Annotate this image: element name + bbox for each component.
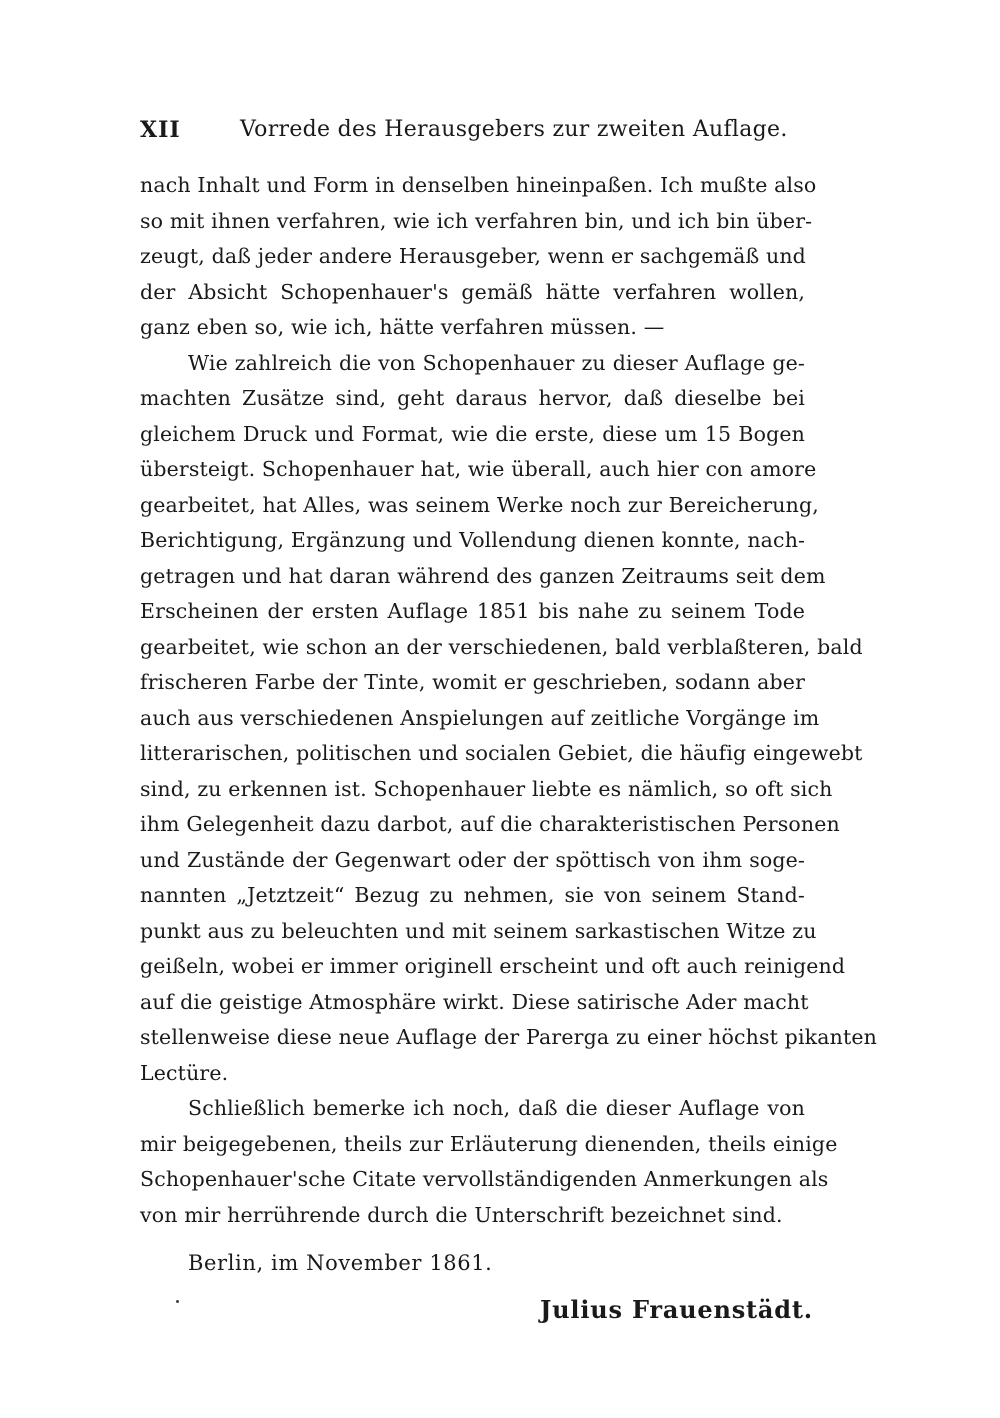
- text-line: auf die geistige Atmosphäre wirkt. Diese satirische Ader macht: [140, 989, 809, 1014]
- text-line: Wie zahlreich die von Schopenhauer zu dieser Auflage ge-: [188, 350, 805, 375]
- text-line: ihm Gelegenheit dazu darbot, auf die charakteristischen Personen: [140, 812, 840, 836]
- text-line: gearbeitet, wie schon an der verschiedenen, bald verblaßteren, bald: [140, 634, 863, 659]
- dateline: Berlin, im November 1861.: [188, 1251, 493, 1275]
- text-line: Lectüre.: [140, 1060, 229, 1085]
- ink-speck: [176, 1300, 179, 1303]
- text-line: Schopenhauer'sche Citate vervollständigenden Anmerkungen als: [140, 1167, 829, 1191]
- text-line: gearbeitet, hat Alles, was seinem Werke noch zur Bereicherung,: [140, 492, 819, 517]
- text-line: punkt aus zu beleuchten und mit seinem sarkastischen Witze zu: [140, 918, 817, 943]
- text-line: auch aus verschiedenen Anspielungen auf zeitliche Vorgänge im: [140, 705, 820, 730]
- text-line: getragen und hat daran während des ganzen Zeitraums seit dem: [140, 563, 826, 588]
- text-line: von mir herrührende durch die Unterschrift bezeichnet sind.: [140, 1202, 783, 1227]
- text-line: sind, zu erkennen ist. Schopenhauer liebte es nämlich, so oft sich: [140, 776, 833, 801]
- text-line: so mit ihnen verfahren, wie ich verfahren bin, und ich bin über-: [140, 208, 813, 233]
- text-line: Schließlich bemerke ich noch, daß die dieser Auflage von: [188, 1096, 805, 1120]
- text-line: litterarischen, politischen und socialen Gebiet, die häufig eingewebt: [140, 741, 863, 765]
- text-line: und Zustände der Gegenwart oder der spöttisch von ihm soge-: [140, 847, 805, 872]
- text-line: frischeren Farbe der Tinte, womit er geschrieben, sodann aber: [140, 670, 806, 694]
- text-line: zeugt, daß jeder andere Herausgeber, wenn er sachgemäß und: [140, 244, 806, 268]
- text-line: Erscheinen der ersten Auflage 1851 bis nahe zu seinem Tode: [140, 599, 805, 623]
- text-line: der Absicht Schopenhauer's gemäß hätte verfahren wollen,: [140, 279, 805, 304]
- text-line: geißeln, wobei er immer originell erscheint und oft auch reinigend: [140, 954, 846, 978]
- text-line: gleichem Druck und Format, wie die erste, diese um 15 Bogen: [140, 421, 805, 446]
- running-head-title: Vorrede des Herausgebers zur zweiten Auflage.: [240, 117, 788, 142]
- signature: Julius Frauenstädt.: [540, 1295, 813, 1324]
- text-line: nach Inhalt und Form in denselben hineinpaßen. Ich mußte also: [140, 173, 817, 197]
- text-line: machten Zusätze sind, geht daraus hervor, daß dieselbe bei: [140, 386, 805, 410]
- text-line: stellenweise diese neue Auflage der Parerga zu einer höchst pikanten: [140, 1025, 877, 1049]
- text-line: Berichtigung, Ergänzung und Vollendung dienen konnte, nach-: [140, 528, 806, 552]
- text-line: übersteigt. Schopenhauer hat, wie überall, auch hier con amore: [140, 457, 817, 481]
- text-line: ganz eben so, wie ich, hätte verfahren müssen. —: [140, 315, 665, 339]
- text-line: nannten „Jetztzeit“ Bezug zu nehmen, sie von seinem Stand-: [140, 883, 805, 907]
- text-line: mir beigegebenen, theils zur Erläuterung dienenden, theils einige: [140, 1131, 838, 1156]
- page-number: XII: [140, 117, 181, 143]
- running-head: [140, 112, 860, 148]
- body-text: [140, 168, 877, 1233]
